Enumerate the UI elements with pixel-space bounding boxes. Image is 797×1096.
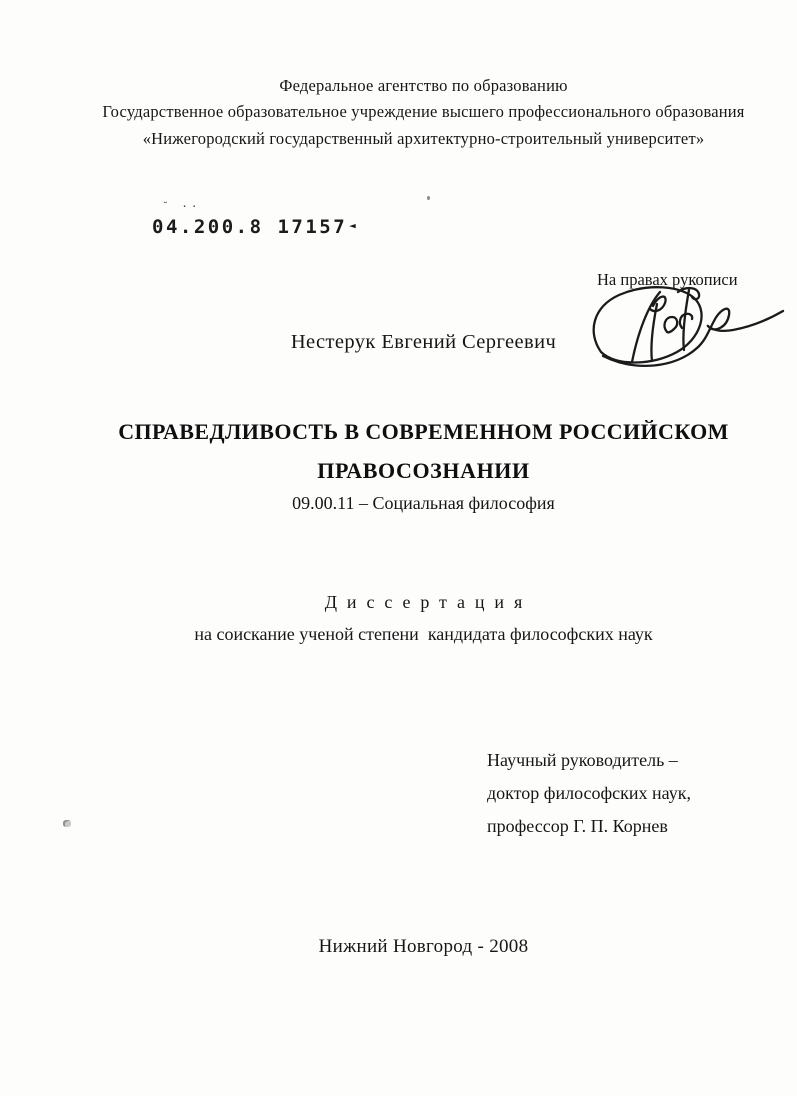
stamp-artifact-marks: ˘ ··	[162, 200, 201, 213]
stamp-end-mark: ◄	[349, 219, 356, 232]
handwritten-signature	[583, 282, 788, 370]
scan-speck-left-margin	[63, 820, 71, 827]
header-agency: Федеральное агентство по образованию	[279, 76, 568, 95]
accession-number-stamp	[152, 216, 356, 238]
header-institution: Государственное образовательное учреждение высшего профессионального образования	[102, 102, 745, 121]
scan-speck-center	[427, 196, 430, 200]
accession-number: 04.200.8 17157	[152, 216, 348, 238]
dissertation-title-line1: СПРАВЕДЛИВОСТЬ В СОВРЕМЕННОМ РОССИЙСКОМ	[118, 419, 729, 444]
supervisor-label: Научный руководитель –	[487, 750, 678, 770]
dissertation-title-line2: ПРАВОСОЗНАНИИ	[317, 458, 530, 483]
specialty-code: 09.00.11 – Социальная философия	[292, 493, 555, 513]
supervisor-name: профессор Г. П. Корнев	[487, 816, 668, 836]
city-year: Нижний Новгород - 2008	[318, 936, 529, 957]
degree-sought-line: на соискание ученой степени кандидата философских наук	[194, 624, 653, 644]
manuscript-rights-note: На правах рукописи	[597, 270, 738, 289]
author-name: Нестерук Евгений Сергеевич	[290, 331, 557, 353]
supervisor-degree: доктор философских наук,	[487, 783, 691, 803]
document-type: Диссертация	[324, 592, 533, 612]
header-university: «Нижегородский государственный архитектурно-строительный университет»	[142, 129, 705, 148]
